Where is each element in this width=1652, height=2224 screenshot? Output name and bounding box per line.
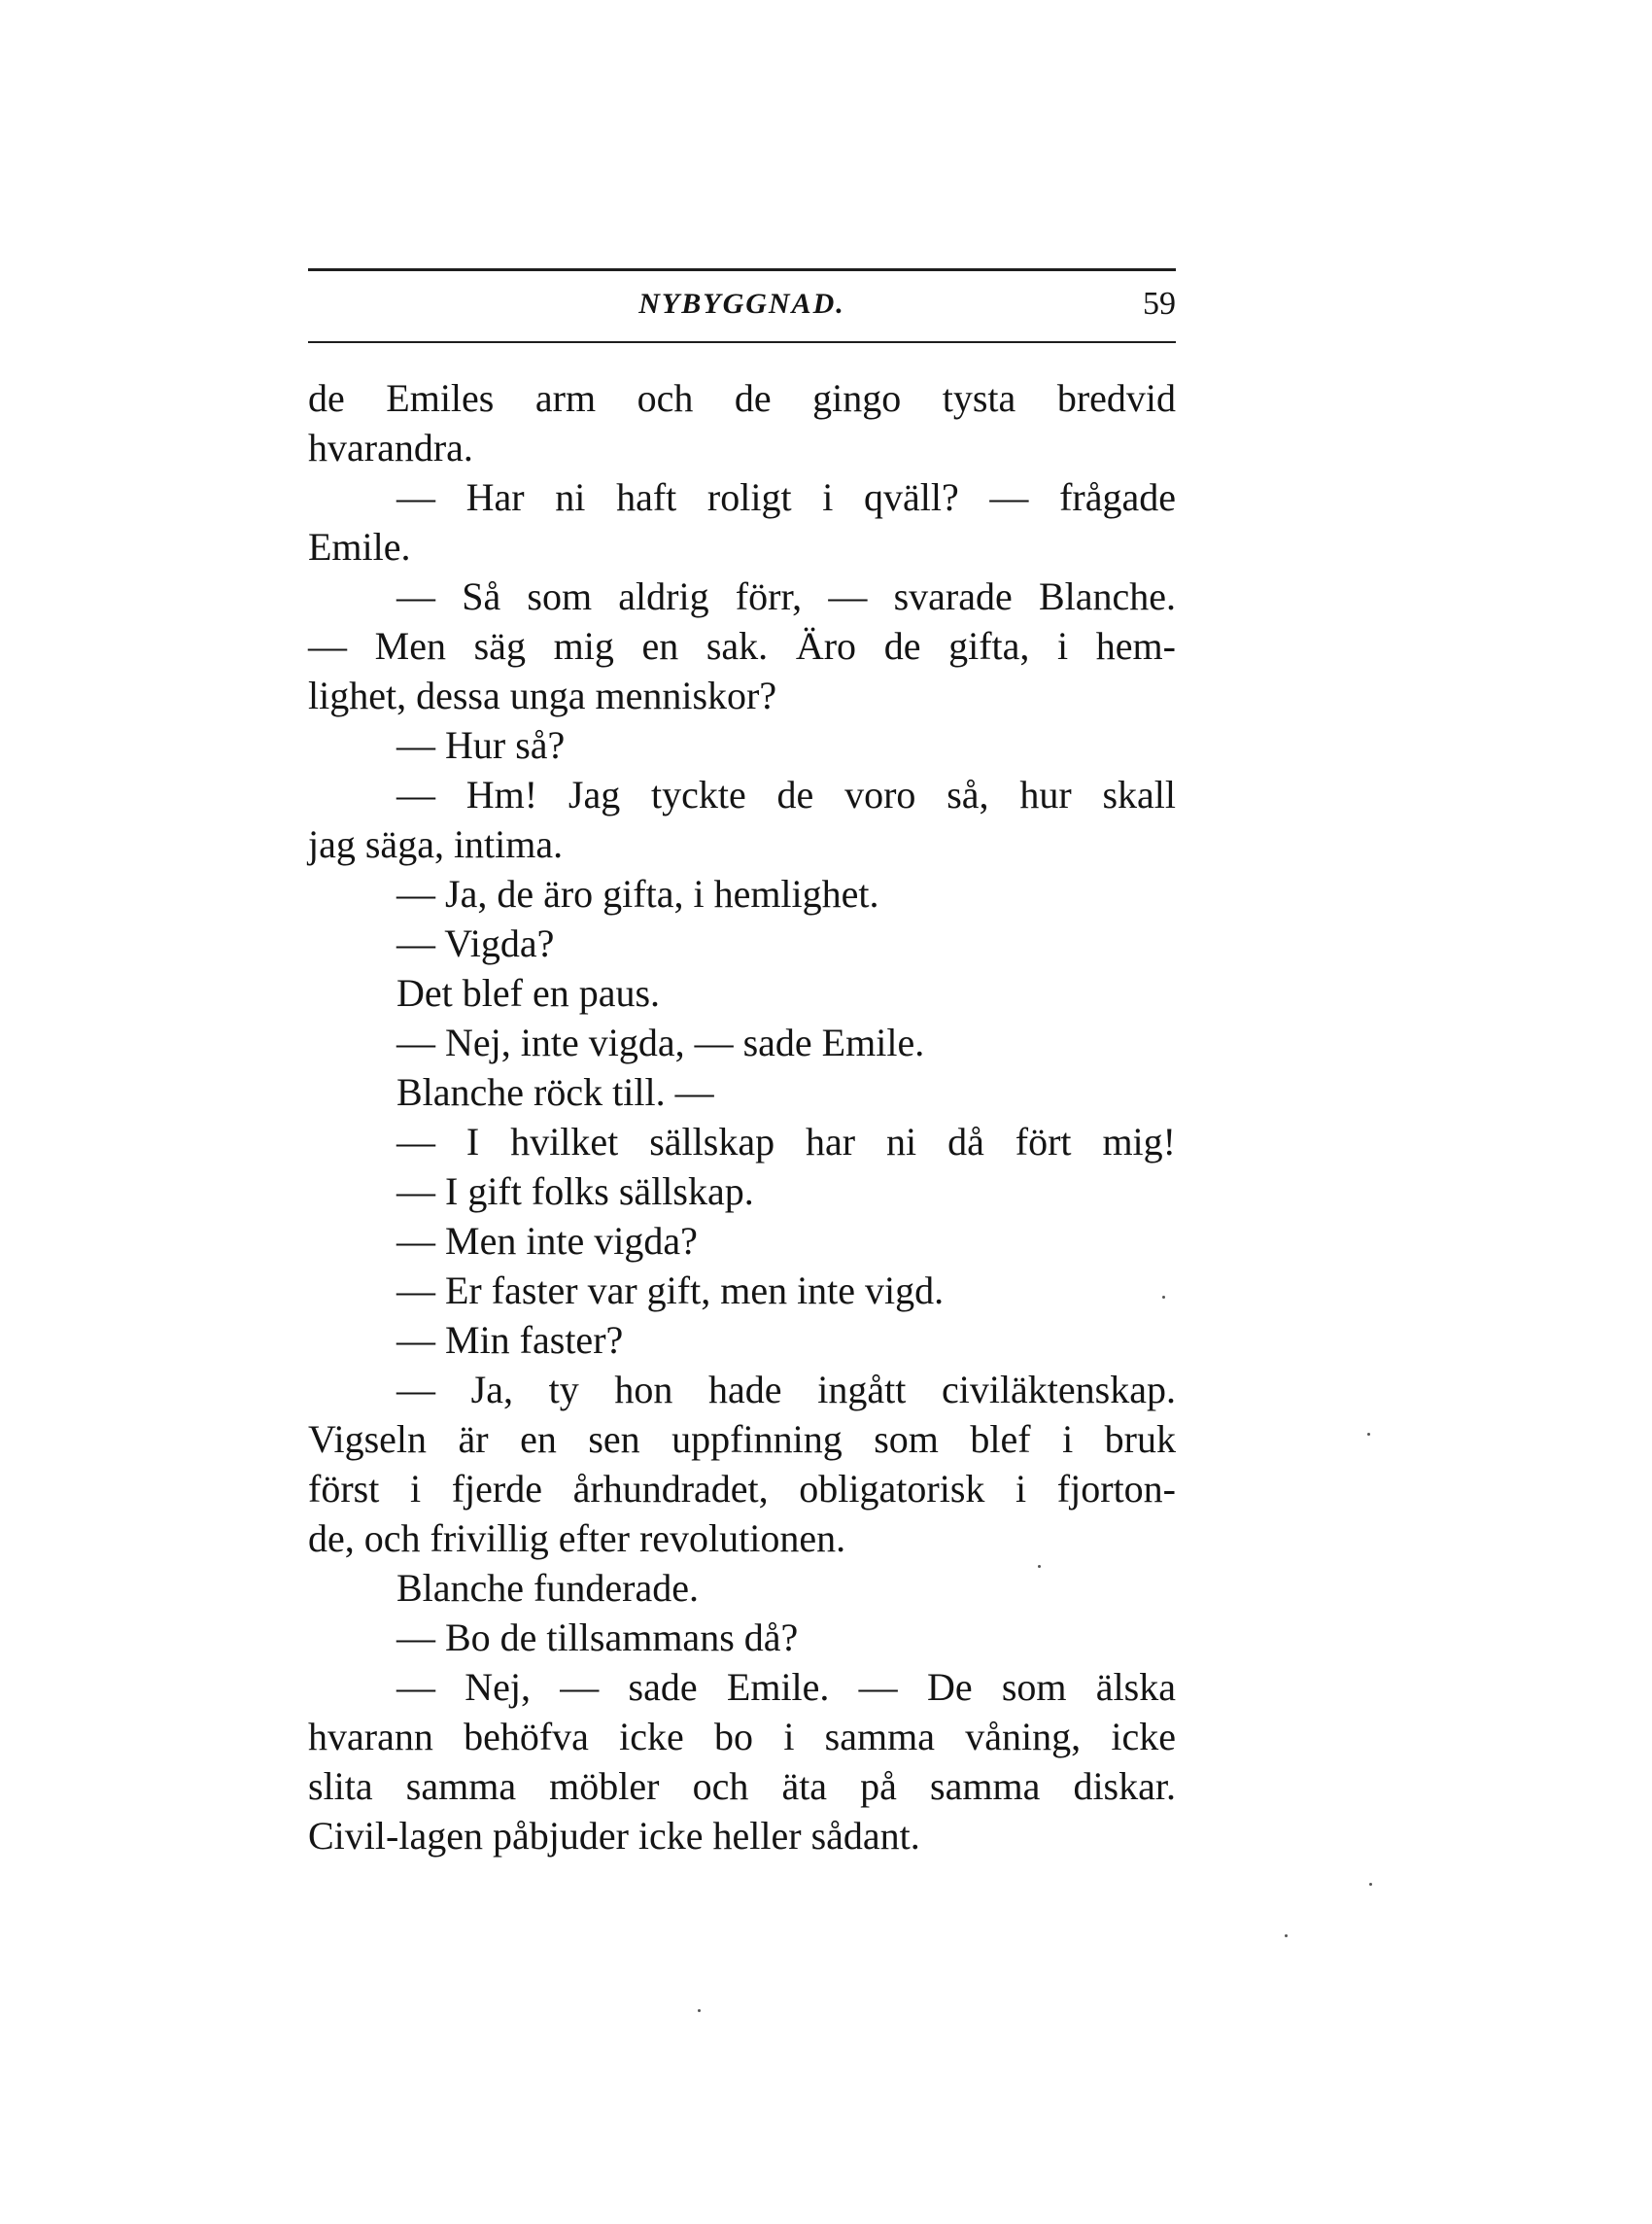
text-line: — Nej, — sade Emile. — De som älska: [396, 1665, 1176, 1709]
text-line: — I gift folks sällskap.: [396, 1169, 754, 1213]
text-line: hvarann behöfva icke bo i samma våning, icke: [308, 1715, 1176, 1758]
text-line: — Men säg mig en sak. Äro de gifta, i hem-: [308, 624, 1176, 668]
text-line: — Ja, de äro gifta, i hemlighet.: [396, 872, 879, 916]
text-line: Blanche funderade.: [396, 1566, 699, 1610]
print-speck: [1369, 1883, 1372, 1886]
text-line: — Men inte vigda?: [396, 1219, 698, 1263]
text-line: de, och frivillig efter revolutionen.: [308, 1516, 846, 1560]
print-speck: [1038, 1565, 1041, 1568]
text-line: jag säga, intima.: [308, 822, 564, 866]
running-title: NYBYGGNAD.: [638, 288, 845, 320]
print-speck: [698, 2009, 701, 2012]
text-line: — Så som aldrig förr, — svarade Blanche.: [396, 574, 1176, 618]
text-line: — Nej, inte vigda, — sade Emile.: [396, 1021, 925, 1064]
page-number: 59: [1143, 286, 1176, 322]
text-line: — Vigda?: [396, 921, 555, 965]
text-line: — I hvilket sällskap har ni då fört mig!: [396, 1120, 1176, 1164]
text-line: Civil-lagen påbjuder icke heller sådant.: [308, 1814, 920, 1858]
text-line: — Hur så?: [396, 723, 566, 767]
text-line: Vigseln är en sen uppfinning som blef i bruk: [308, 1417, 1176, 1461]
text-line: lighet, dessa unga menniskor?: [308, 674, 777, 717]
text-line: hvarandra.: [308, 426, 473, 469]
text-line: — Bo de tillsammans då?: [396, 1616, 799, 1659]
text-line: — Har ni haft roligt i qväll? — frågade: [396, 475, 1176, 519]
print-speck: [1162, 1296, 1165, 1299]
text-line: Emile.: [308, 525, 411, 569]
text-line: — Er faster var gift, men inte vigd.: [396, 1268, 945, 1312]
text-line: slita samma möbler och äta på samma diskar.: [308, 1764, 1176, 1808]
running-head: [308, 284, 1176, 332]
text-line: — Hm! Jag tyckte de voro så, hur skall: [396, 773, 1176, 817]
print-speck: [1367, 1433, 1370, 1436]
header-bottom-rule: [308, 341, 1176, 343]
text-line: Det blef en paus.: [396, 971, 661, 1015]
text-line: först i fjerde århundradet, obligatorisk i fjorton-: [308, 1467, 1176, 1511]
text-line: de Emiles arm och de gingo tysta bredvid: [308, 376, 1176, 420]
print-speck: [1285, 1934, 1288, 1937]
header-top-rule: [308, 268, 1176, 271]
text-line: Blanche röck till. —: [396, 1070, 714, 1114]
text-line: — Min faster?: [396, 1318, 624, 1362]
text-line: — Ja, ty hon hade ingått civiläktenskap.: [396, 1368, 1176, 1411]
